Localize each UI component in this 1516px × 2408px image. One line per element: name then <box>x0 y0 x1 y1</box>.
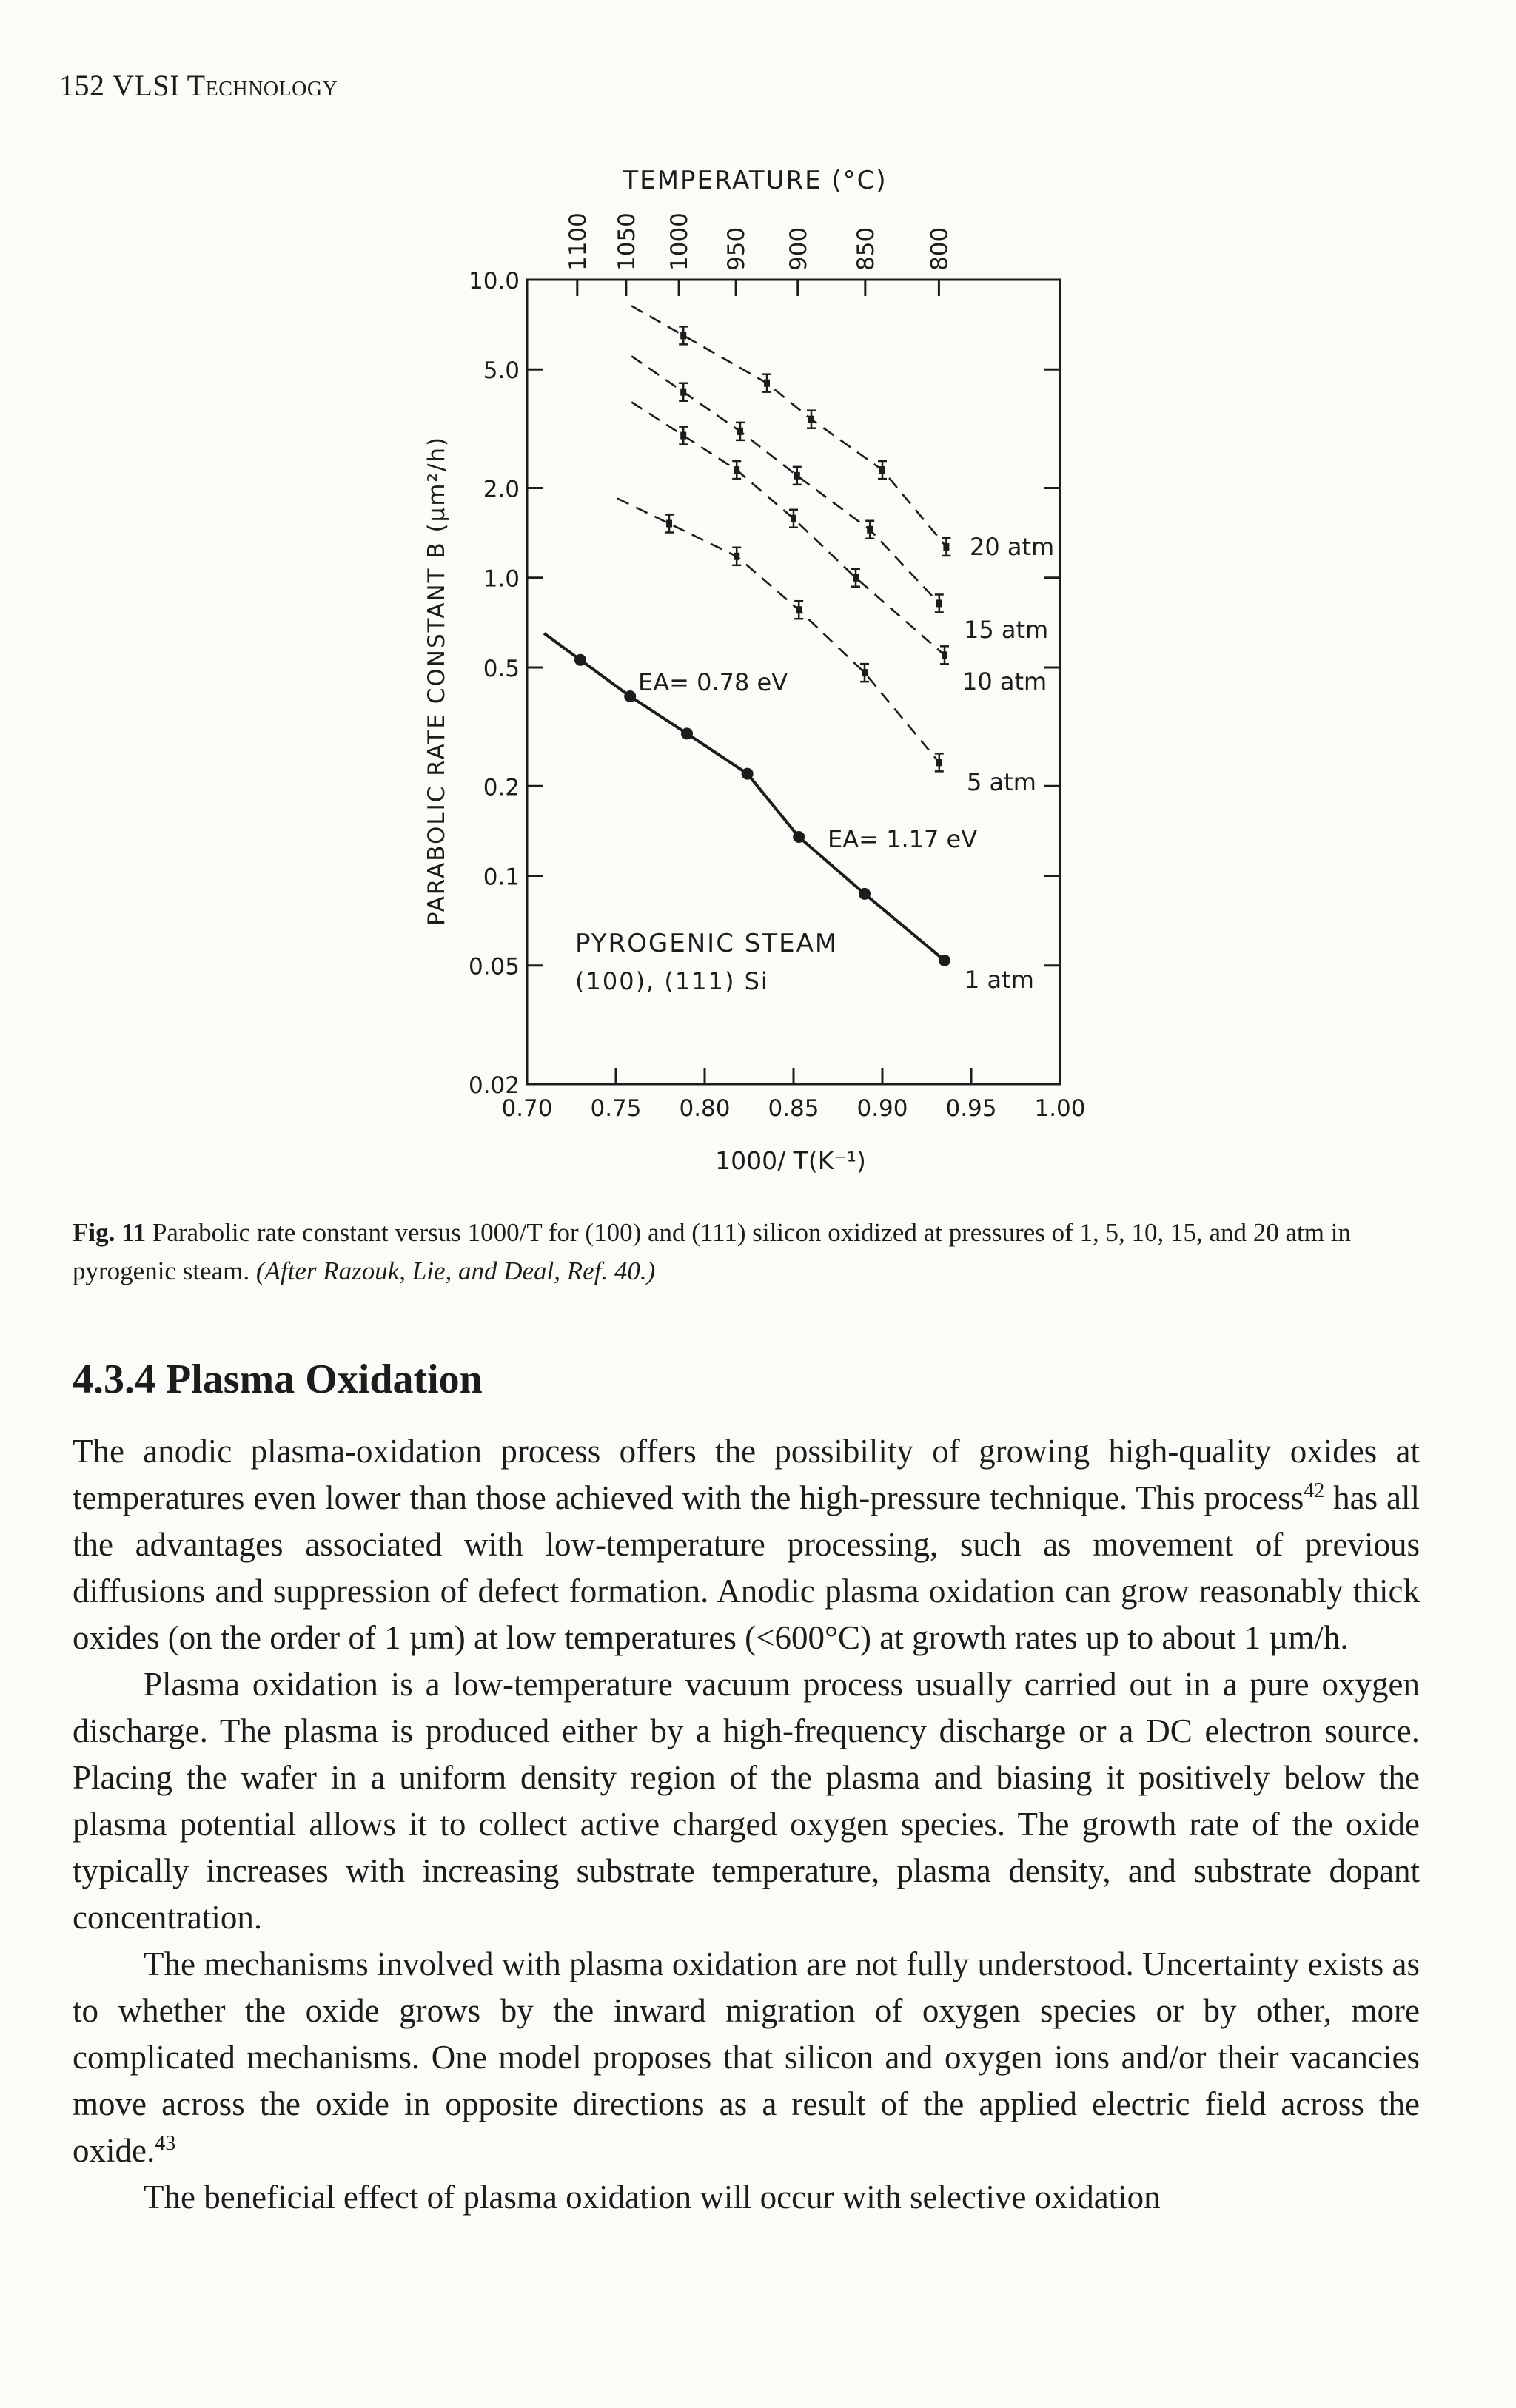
caption-label: Fig. 11 <box>73 1218 147 1247</box>
data-point <box>680 432 686 440</box>
data-point <box>796 606 802 613</box>
data-point <box>680 389 686 396</box>
y-tick-label: 0.02 <box>468 1072 520 1099</box>
series-line-20atm <box>631 306 946 547</box>
data-point <box>793 831 805 843</box>
y-tick-label: 0.05 <box>468 953 520 981</box>
y-tick-label: 10.0 <box>468 268 520 295</box>
data-point <box>681 727 693 739</box>
pressure-label-20atm: 20 atm <box>970 533 1055 561</box>
y-tick-label: 1.0 <box>483 565 520 593</box>
paragraph-1-part-b: has all the advantages associated with low-temperature processing, such as movement of previous diffusions and suppression of defect formation. Anodic plasma oxidation can grow reasonably thick oxides (on the order of 1 µm) at low temperatures (<600°C) at growth rates up to about 1 µm/h. <box>73 1479 1421 1656</box>
data-point <box>574 654 586 666</box>
section-heading <box>73 1356 483 1403</box>
figure-caption <box>73 1214 1420 1291</box>
data-point <box>734 553 739 560</box>
series-line-15atm <box>631 356 939 603</box>
body-text <box>73 1428 1420 2221</box>
legend-line-1: PYROGENIC STEAM <box>575 929 839 958</box>
reference-42: 42 <box>1304 1479 1325 1502</box>
data-point <box>742 768 754 780</box>
legend-line-2: (100), (111) Si <box>575 967 769 995</box>
top-tick-label: 900 <box>785 226 812 271</box>
caption-text: Parabolic rate constant versus 1000/T for (100) and (111) silicon oxidized at pressures of 1, 5, 10, 15, and 20 atm in pyrogenic steam. <box>73 1218 1351 1285</box>
top-axis-title: TEMPERATURE (°C) <box>623 166 888 195</box>
top-tick-label: 850 <box>852 226 879 271</box>
pressure-label-10atm: 10 atm <box>962 667 1047 696</box>
data-point <box>764 380 770 387</box>
running-title: VLSI Technology <box>113 69 338 102</box>
top-tick-label: 1050 <box>613 212 640 271</box>
data-point <box>936 599 942 607</box>
reference-43: 43 <box>155 2132 176 2155</box>
data-point <box>853 574 859 582</box>
data-point <box>666 520 672 528</box>
pressure-label-5atm: 5 atm <box>967 768 1036 796</box>
data-point <box>936 759 942 766</box>
x-tick-label: 0.80 <box>679 1095 731 1122</box>
y-tick-label: 0.1 <box>483 864 520 891</box>
data-point <box>624 690 636 702</box>
paragraph-1 <box>73 1428 1420 1661</box>
data-point <box>808 416 814 423</box>
data-point <box>939 955 950 966</box>
data-point <box>791 515 796 522</box>
y-tick-label: 0.2 <box>483 774 520 801</box>
data-point <box>680 332 686 339</box>
data-point <box>794 472 800 480</box>
x-tick-label: 1.00 <box>1034 1095 1086 1122</box>
data-point <box>879 466 885 474</box>
x-tick-label: 0.95 <box>945 1095 997 1122</box>
data-point <box>867 526 873 534</box>
y-axis-label: PARABOLIC RATE CONSTANT B (µm²/h) <box>423 435 450 926</box>
paragraph-1-part-a: The anodic plasma-oxidation process offers the possibility of growing high-quality oxides at temperatures even lower than those achieved with the high-pressure technique. This process <box>73 1433 1420 1516</box>
top-tick-label: 1100 <box>564 212 591 271</box>
paragraph-4: The beneficial effect of plasma oxidation will occur with selective oxidation <box>144 2179 1161 2216</box>
data-point <box>862 669 868 676</box>
top-tick-label: 1000 <box>666 212 694 271</box>
top-tick-label: 800 <box>926 226 953 271</box>
section-number: 4.3.4 <box>73 1356 155 1402</box>
paragraph-2: Plasma oxidation is a low-temperature vacuum process usually carried out in a pure oxygen discharge. The plasma is produced either by a high-frequency discharge or a DC electron source. Placing the wafer in a uniform density region of the plasma and biasing it positively below the plasma potential allows it to collect active charged oxygen species. The growth rate of the oxide typically increases with increasing substrate temperature, plasma density, and substrate dopant concentration. <box>73 1666 1420 1936</box>
top-tick-label: 950 <box>723 226 751 271</box>
page-number: 152 <box>59 69 105 102</box>
data-point <box>734 466 739 474</box>
pressure-label-1atm: 1 atm <box>965 966 1034 994</box>
x-tick-label: 0.70 <box>501 1095 553 1122</box>
data-point <box>859 888 871 900</box>
section-title: Plasma Oxidation <box>166 1356 483 1402</box>
y-tick-label: 2.0 <box>483 476 520 503</box>
paragraph-3-text: The mechanisms involved with plasma oxidation are not fully understood. Uncertainty exists as to whether the oxide grows by the inward migration of oxygen species or by other, more complicated mechanisms. One model proposes that silicon and oxygen ions and/or their vacancies move across the oxide in opposite directions as a result of the applied electric field across the oxide. <box>73 1945 1420 2169</box>
x-axis-label: 1000/ T(K⁻¹) <box>715 1146 866 1175</box>
x-tick-label: 0.90 <box>856 1095 908 1122</box>
paragraph-3 <box>73 1941 1420 2174</box>
activation-energy-high: EA= 1.17 eV <box>828 825 978 853</box>
x-tick-label: 0.85 <box>768 1095 819 1122</box>
data-point <box>942 651 948 659</box>
caption-source: (After Razouk, Lie, and Deal, Ref. 40.) <box>255 1257 656 1285</box>
data-point <box>737 428 743 435</box>
y-tick-label: 5.0 <box>483 357 520 385</box>
pressure-label-15atm: 15 atm <box>964 616 1049 644</box>
data-point <box>943 543 949 551</box>
series-line-5atm <box>617 499 939 763</box>
y-tick-label: 0.5 <box>483 655 520 682</box>
x-tick-label: 0.75 <box>590 1095 642 1122</box>
activation-energy-low: EA= 0.78 eV <box>638 668 788 696</box>
